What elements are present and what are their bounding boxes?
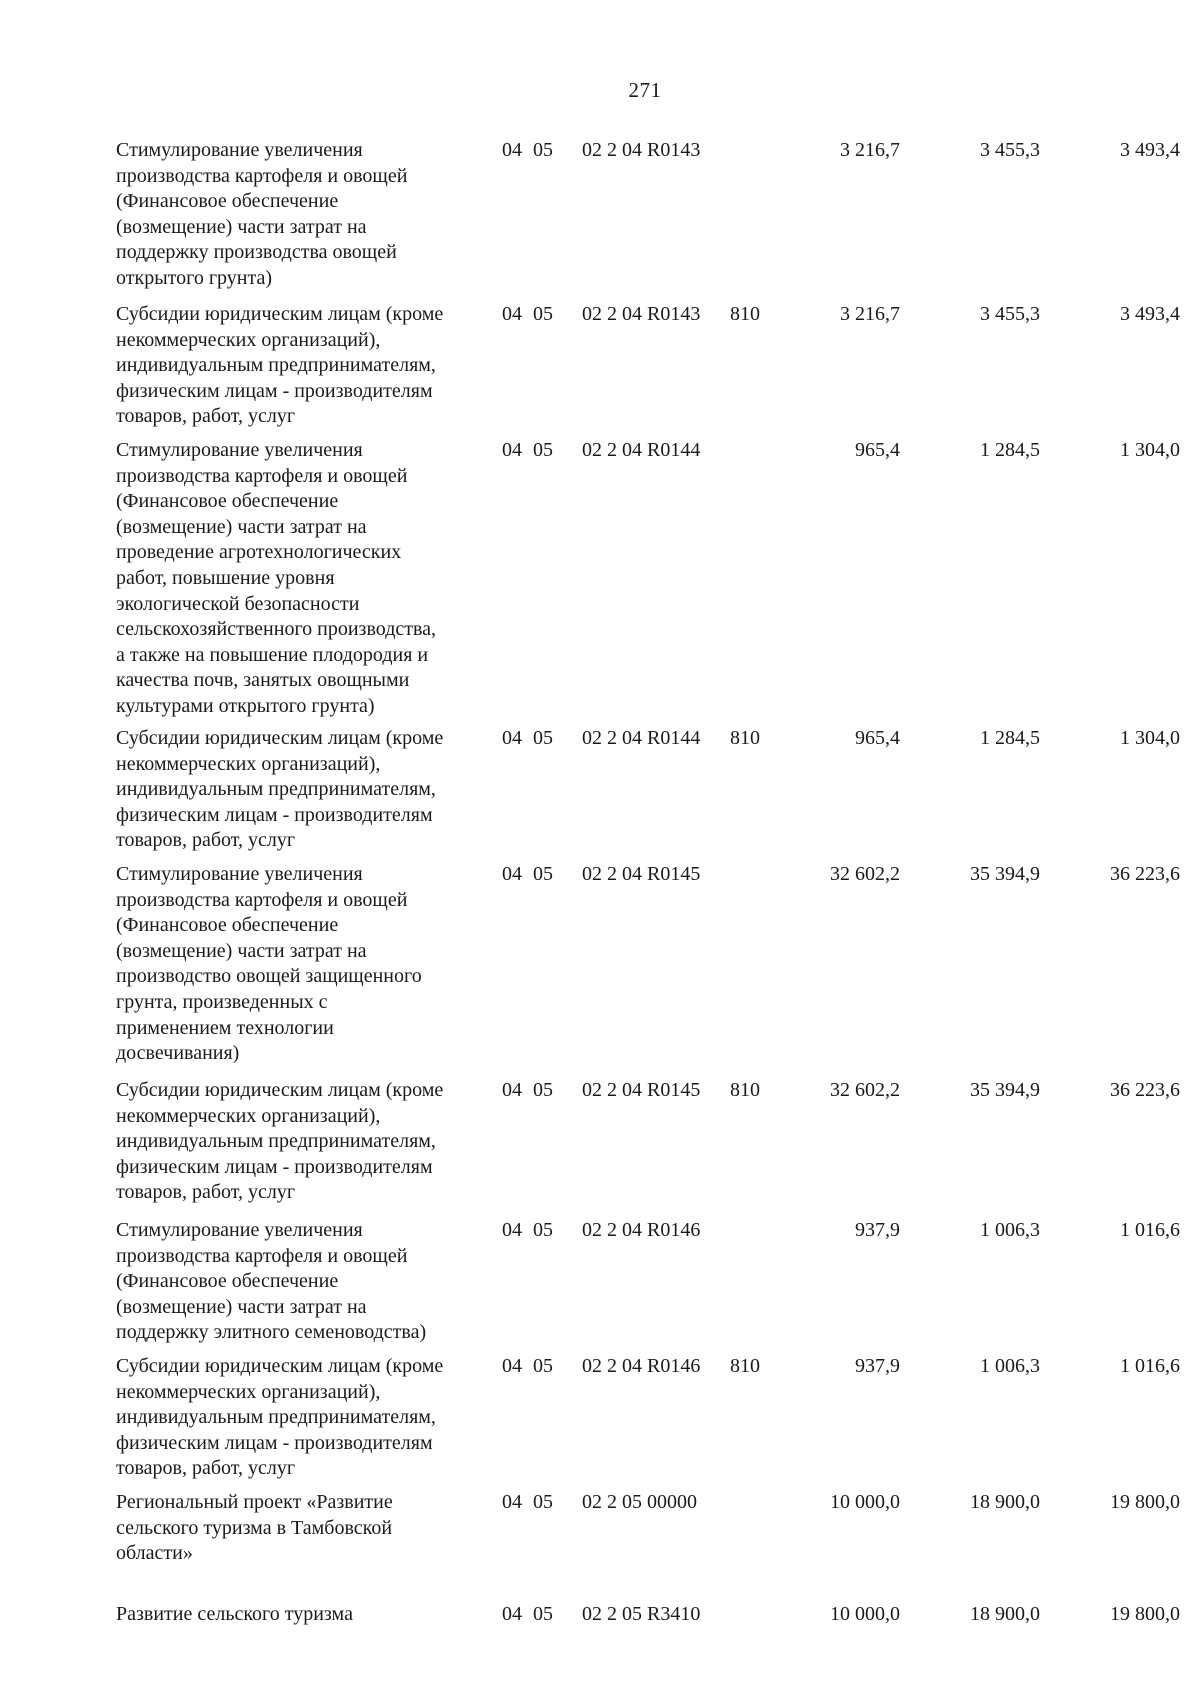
row-value-1: 965,4	[855, 727, 900, 749]
description-line: физическим лицам - производителям	[116, 803, 433, 826]
description-line: применением технологии	[116, 1016, 334, 1039]
row-value-1: 32 602,2	[830, 863, 900, 885]
row-target-code: 02 2 04 R0145	[582, 1079, 701, 1101]
description-line: (Финансовое обеспечение	[116, 490, 339, 513]
row-value-3: 19 800,0	[1110, 1603, 1180, 1625]
row-section: 04 05	[502, 1603, 553, 1625]
description-line: некоммерческих организаций),	[116, 752, 381, 775]
row-target-code: 02 2 04 R0144	[582, 439, 701, 461]
row-description	[116, 302, 496, 430]
row-value-2: 18 900,0	[970, 1491, 1040, 1513]
description-line: (возмещение) части затрат на	[116, 515, 367, 538]
row-value-1: 10 000,0	[830, 1603, 900, 1625]
row-value-1: 3 216,7	[840, 139, 900, 161]
description-line: производства картофеля и овощей	[116, 164, 408, 187]
description-line: Региональный проект «Развитие	[116, 1491, 393, 1513]
description-line: (Финансовое обеспечение	[116, 914, 339, 937]
description-line: (Финансовое обеспечение	[116, 190, 339, 213]
row-value-3: 1 016,6	[1120, 1219, 1180, 1241]
description-line: физическим лицам - производителям	[116, 379, 433, 402]
description-line: Стимулирование увеличения	[116, 139, 363, 161]
row-section: 04 05	[502, 727, 553, 749]
description-line: товаров, работ, услуг	[116, 829, 296, 852]
description-line: некоммерческих организаций),	[116, 328, 381, 351]
row-value-2: 1 006,3	[980, 1219, 1040, 1241]
row-description	[116, 1354, 496, 1482]
row-section: 04 05	[502, 863, 553, 885]
row-value-3: 36 223,6	[1110, 863, 1180, 885]
row-description	[116, 1078, 496, 1206]
description-line: (возмещение) части затрат на	[116, 1295, 367, 1318]
row-expense-type: 810	[730, 727, 760, 749]
row-value-3: 36 223,6	[1110, 1079, 1180, 1101]
row-target-code: 02 2 04 R0145	[582, 863, 701, 885]
row-value-2: 18 900,0	[970, 1603, 1040, 1625]
description-line: индивидуальным предпринимателям,	[116, 1130, 436, 1153]
row-target-code: 02 2 04 R0143	[582, 139, 701, 161]
row-value-1: 937,9	[855, 1355, 900, 1377]
description-line: сельского туризма в Тамбовской	[116, 1516, 393, 1539]
row-value-3: 1 304,0	[1120, 727, 1180, 749]
description-line: Развитие сельского туризма	[116, 1603, 353, 1625]
description-line: индивидуальным предпринимателям,	[116, 1406, 436, 1429]
row-value-3: 3 493,4	[1120, 303, 1180, 325]
description-line: производства картофеля и овощей	[116, 888, 408, 911]
row-description	[116, 1490, 496, 1567]
description-line: качества почв, занятых овощными	[116, 669, 410, 692]
description-line: производства картофеля и овощей	[116, 1244, 408, 1267]
row-description	[116, 726, 496, 854]
row-description	[116, 1602, 496, 1628]
description-line: некоммерческих организаций),	[116, 1104, 381, 1127]
row-value-1: 937,9	[855, 1219, 900, 1241]
row-section: 04 05	[502, 1355, 553, 1377]
description-line: некоммерческих организаций),	[116, 1380, 381, 1403]
row-target-code: 02 2 05 R3410	[582, 1603, 701, 1625]
description-line: (возмещение) части затрат на	[116, 939, 367, 962]
description-line: а также на повышение плодородия и	[116, 643, 429, 666]
description-line: поддержку элитного семеноводства)	[116, 1321, 427, 1344]
description-line: товаров, работ, услуг	[116, 405, 296, 428]
description-line: товаров, работ, услуг	[116, 1457, 296, 1480]
description-line: грунта, произведенных с	[116, 990, 328, 1013]
description-line: Субсидии юридическим лицам (кроме	[116, 1355, 444, 1377]
description-line: индивидуальным предпринимателям,	[116, 354, 436, 377]
row-value-2: 35 394,9	[970, 1079, 1040, 1101]
description-line: досвечивания)	[116, 1042, 240, 1065]
description-line: товаров, работ, услуг	[116, 1181, 296, 1204]
row-value-3: 1 304,0	[1120, 439, 1180, 461]
description-line: сельскохозяйственного производства,	[116, 618, 437, 641]
row-value-1: 32 602,2	[830, 1079, 900, 1101]
row-target-code: 02 2 04 R0146	[582, 1219, 701, 1241]
row-expense-type: 810	[730, 1355, 760, 1377]
row-description	[116, 438, 496, 720]
row-value-2: 3 455,3	[980, 139, 1040, 161]
row-target-code: 02 2 04 R0143	[582, 303, 701, 325]
page-number: 271	[628, 78, 662, 102]
description-line: Стимулирование увеличения	[116, 439, 363, 461]
row-target-code: 02 2 05 00000	[582, 1491, 697, 1513]
row-description	[116, 1218, 496, 1346]
row-expense-type: 810	[730, 1079, 760, 1101]
description-line: физическим лицам - производителям	[116, 1155, 433, 1178]
description-line: (Финансовое обеспечение	[116, 1270, 339, 1293]
row-value-2: 1 284,5	[980, 727, 1040, 749]
row-description	[116, 862, 496, 1067]
description-line: индивидуальным предпринимателям,	[116, 778, 436, 801]
description-line: работ, повышение уровня	[116, 566, 335, 589]
description-line: производства картофеля и овощей	[116, 464, 408, 487]
description-line: открытого грунта)	[116, 266, 272, 289]
description-line: (возмещение) части затрат на	[116, 215, 367, 238]
row-section: 04 05	[502, 1219, 553, 1241]
row-value-2: 1 284,5	[980, 439, 1040, 461]
row-expense-type: 810	[730, 303, 760, 325]
row-value-3: 19 800,0	[1110, 1491, 1180, 1513]
row-section: 04 05	[502, 439, 553, 461]
description-line: Субсидии юридическим лицам (кроме	[116, 303, 444, 325]
row-section: 04 05	[502, 1491, 553, 1513]
row-section: 04 05	[502, 139, 553, 161]
row-value-2: 1 006,3	[980, 1355, 1040, 1377]
row-value-3: 3 493,4	[1120, 139, 1180, 161]
row-target-code: 02 2 04 R0144	[582, 727, 701, 749]
description-line: проведение агротехнологических	[116, 541, 402, 564]
row-target-code: 02 2 04 R0146	[582, 1355, 701, 1377]
row-value-3: 1 016,6	[1120, 1355, 1180, 1377]
row-value-2: 3 455,3	[980, 303, 1040, 325]
row-value-1: 10 000,0	[830, 1491, 900, 1513]
description-line: Субсидии юридическим лицам (кроме	[116, 1079, 444, 1101]
description-line: физическим лицам - производителям	[116, 1431, 433, 1454]
description-line: производство овощей защищенного	[116, 965, 422, 988]
description-line: культурами открытого грунта)	[116, 694, 375, 717]
row-section: 04 05	[502, 303, 553, 325]
row-description	[116, 138, 496, 292]
description-line: Стимулирование увеличения	[116, 1219, 363, 1241]
description-line: поддержку производства овощей	[116, 241, 397, 264]
row-value-2: 35 394,9	[970, 863, 1040, 885]
description-line: Стимулирование увеличения	[116, 863, 363, 885]
row-value-1: 3 216,7	[840, 303, 900, 325]
row-value-1: 965,4	[855, 439, 900, 461]
description-line: экологической безопасности	[116, 592, 360, 615]
description-line: области»	[116, 1542, 193, 1565]
description-line: Субсидии юридическим лицам (кроме	[116, 727, 444, 749]
row-section: 04 05	[502, 1079, 553, 1101]
